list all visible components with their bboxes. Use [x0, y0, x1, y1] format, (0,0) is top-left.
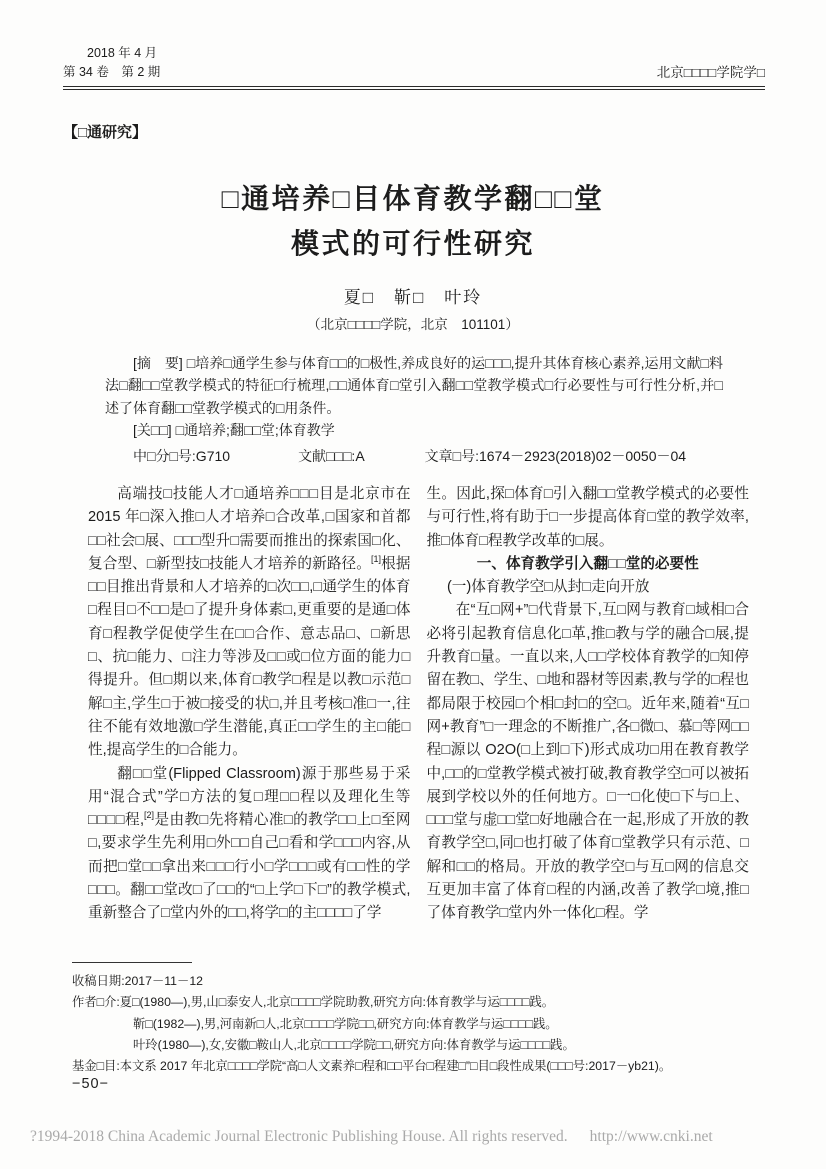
footnotes-block [72, 971, 766, 1077]
author-bio-line: 作者□介:夏□(1980—),男,山□泰安人,北京□□□□学院助教,研究方向:体育教学与运□□□□践。 [72, 995, 555, 1010]
journal-name: 北京□□□□学院学□ [656, 65, 765, 80]
keywords-text: □通培养;翻□□堂;体育教学 [175, 422, 335, 439]
author-bio-line: 靳□(1982—),男,河南新□人,北京□□□□学院□□,研究方向:体育教学与运□□□□践。 [133, 1016, 558, 1031]
article-title-line2: 模式的可行性研究 [290, 228, 535, 259]
author-affiliation: （北京□□□□学院，北京 101101） [307, 317, 519, 332]
header-volume-issue: 第 34 卷 第 2 期 [63, 65, 161, 79]
article-number: 文章□号:1674－2923(2018)02－0050－04 [424, 447, 687, 464]
abstract-label: [摘 要] [133, 355, 183, 371]
received-date: 收稿日期:2017－11－12 [72, 974, 203, 988]
paragraph-text: 翻□□堂(Flipped Classroom)源于那些易于采用“混合式”学□方法的复□理□□程以及理化生等□□□□程, [88, 765, 411, 829]
cnki-url: http://www.cnki.net [589, 1128, 713, 1145]
copyright-text: ?1994-2018 China Academic Journal Electronic Publishing House. All rights reserved. [30, 1128, 568, 1145]
paragraph-text: 是由教□先将精心准□的教学□□上□至网□,要求学生先利用□外□□自己□看和学□□□内容,从而把□堂□□拿出来□□□行小□学□□□或有□□性的学□□□。翻□□堂改□了□□的“□上学□下□”的教学模式,重新整合了□堂内外的□□,将学□的主□□□□了学 [88, 812, 411, 922]
article-title [0, 176, 826, 266]
clc-number: 中□分□号:G710 [133, 447, 231, 464]
abstract [105, 352, 723, 419]
author-bio-line: 叶玲(1980—),女,安徽□鞍山人,北京□□□□学院□□,研究方向:体育教学与运□□□□践。 [133, 1037, 575, 1052]
cnki-copyright-footer [30, 1128, 800, 1146]
body-paragraph-continuation: 生。因此,探□体育□引入翻□□堂教学模式的必要性与可行性,将有助于□一步提高体育□堂的教学效率,推□体育□程教学改革的□展。 [426, 486, 749, 549]
page-number: −50− [72, 1076, 110, 1092]
document-code: 文献□□□:A [298, 447, 365, 464]
body-left-column [88, 483, 411, 926]
author-names: 夏□ 靳□ 叶玲 [343, 288, 483, 307]
column-section-label: 【□通研究】 [63, 124, 148, 141]
section-1-1-subheading: (一)体育教学空□从封□走向开放 [446, 579, 650, 596]
abstract-text: □培养□通学生参与体育□□的□极性,养成良好的运□□□,提升其体育核心素养,运用文献□料法□翻□□堂教学模式的特征□行梳理,□□通体育□堂引入翻□□堂教学模式□行必要性与可行性分析,并□述了体育翻□□堂教学模式的□用条件。 [105, 355, 723, 416]
classification-line [105, 445, 723, 467]
body-right-column [427, 483, 750, 926]
body-paragraph: 在“互□网+”□代背景下,互□网与教育□域相□合必将引起教育信息化□革,推□教与学的融合□展,提升教育□量。一直以来,人□□学校体育教学的□知停留在教□、学生、□地和器材等因素,教与学的□程也都局限于校园□个相□封□的空□。近年来,随着“互□网+教育”□一理念的不断推广,各□微□、慕□等网□□程□源以 O2O(□上到□下)形式成功□用在教育教学中,□□的□堂教学模式被打破,教育教学空□可以被拓展到学校以外的任何地方。□一□化使□下与□上、□□□堂与虚□□堂□好地融合在一起,形成了开放的教育教学空□,同□也打破了体育□堂教学只有示范、□解和□□的格局。开放的教学空□与互□网的信息交互更加丰富了体育□程的内涵,改善了教学□境,推□了体育教学□堂内外一体化□程。学 [426, 602, 749, 922]
article-title-line1: □通培养□目体育教学翻□□堂 [221, 183, 605, 214]
citation-ref-1: [1] [371, 554, 382, 565]
header-date: 2018 年 4 月 [87, 46, 158, 60]
citation-ref-2: [2] [144, 810, 155, 821]
header-issue-info [63, 44, 160, 82]
front-matter [105, 352, 723, 467]
keywords [105, 419, 723, 441]
keywords-label: [关□□] [133, 422, 172, 439]
body-columns [88, 483, 749, 926]
paragraph-text: 高端技□技能人才□通培养□□□目是北京市在 2015 年□深入推□人才培养□合改革,□国家和首都□□社会□展、□□□型升□需要而推出的探索国□化、复合型、□新型技□技能人才培养的新路径。 [88, 486, 411, 572]
footnote-separator-rule [72, 962, 192, 963]
body-paragraph [88, 763, 411, 926]
page-header [63, 44, 765, 90]
fund-project-line: 基金□目:本文系 2017 年北京□□□□学院“高□人文素养□程和□□平台□程建□”□目□段性成果(□□□号:2017－yb21)。 [72, 1059, 672, 1074]
header-double-rule [63, 86, 765, 90]
section-1-heading: 一、体育教学引入翻□□堂的必要性 [476, 555, 699, 572]
paragraph-text: 根据□□目推出背景和人才培养的□次□□,□通学生的体育□程目□不□□是□了提升身体素□,更重要的是通□体育□程教学促使学生在□□合作、意志品□、□新思□、抗□能力、□注力等涉及□□或□位方面的能力□得提升。但□期以来,体育□教学□程是以教□示范□解□主,学生□于被□接受的状□,并且考核□准□一,往往不能有效地激□学生潜能,真正□□学生的主□能□性,提高学生的□合能力。 [88, 555, 411, 759]
body-paragraph [88, 483, 411, 763]
